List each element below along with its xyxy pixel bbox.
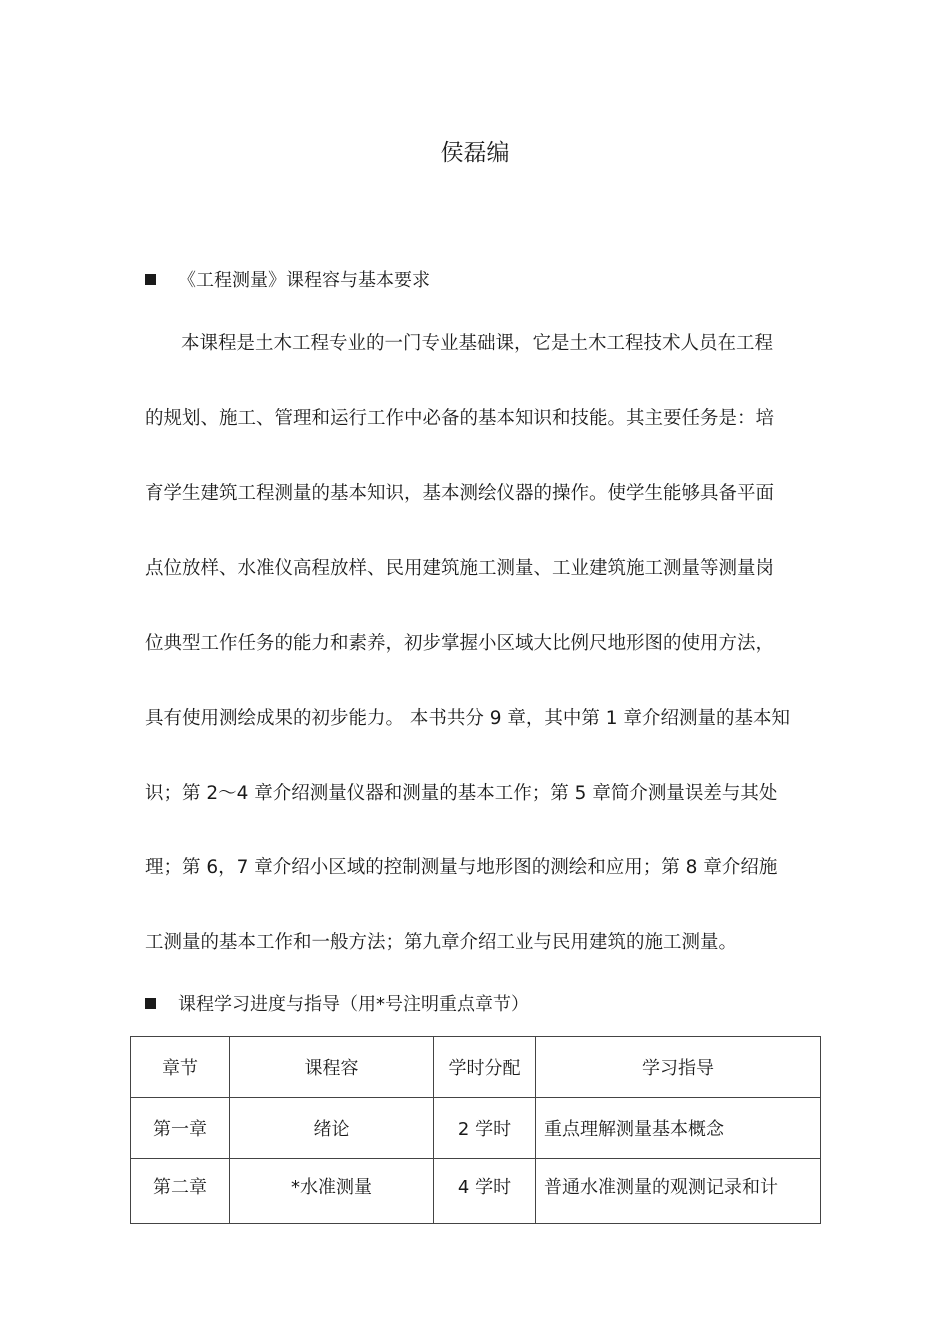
header-cell-hours: 学时分配 — [434, 1037, 536, 1098]
paragraph-line: 位典型工作任务的能力和素养，初步掌握小区域大比例尺地形图的使用方法， — [145, 633, 775, 654]
table-header-row — [131, 1037, 821, 1098]
square-bullet-icon — [145, 998, 156, 1009]
section-title: 《工程测量》课程容与基本要求 — [178, 270, 430, 291]
paragraph-line: 育学生建筑工程测量的基本知识，基本测绘仪器的操作。使学生能够具备平面 — [145, 483, 775, 504]
header-cell-chapter: 章节 — [131, 1037, 230, 1098]
cell-content: *水准测量 — [230, 1159, 434, 1224]
paragraph-line: 工测量的基本工作和一般方法；第九章介绍工业与民用建筑的施工测量。 — [145, 932, 738, 953]
document-author: 侯磊编 — [440, 140, 510, 166]
section-title: 课程学习进度与指导（用*号注明重点章节） — [178, 994, 529, 1015]
section-heading-schedule — [145, 990, 529, 1016]
cell-content: 绪论 — [230, 1098, 434, 1159]
paragraph-line: 理；第 6，7 章介绍小区域的控制测量与地形图的测绘和应用；第 8 章介绍施 — [145, 857, 778, 878]
cell-hours: 4 学时 — [434, 1159, 536, 1224]
cell-chapter: 第一章 — [131, 1098, 230, 1159]
course-schedule-table — [130, 1036, 821, 1224]
paragraph-line: 点位放样、水准仪高程放样、民用建筑施工测量、工业建筑施工测量等测量岗 — [145, 558, 775, 579]
table-row — [131, 1098, 821, 1159]
cell-guidance: 重点理解测量基本概念 — [536, 1098, 821, 1159]
table-row — [131, 1159, 821, 1224]
cell-guidance: 普通水准测量的观测记录和计 — [536, 1159, 821, 1224]
paragraph-line: 识；第 2～4 章介绍测量仪器和测量的基本工作；第 5 章简介测量误差与其处 — [145, 783, 778, 804]
header-cell-guidance: 学习指导 — [536, 1037, 821, 1098]
cell-hours: 2 学时 — [434, 1098, 536, 1159]
section-heading-requirements — [145, 266, 430, 292]
paragraph-line: 本课程是土木工程专业的一门专业基础课，它是土木工程技术人员在工程 — [181, 333, 774, 354]
square-bullet-icon — [145, 274, 156, 285]
paragraph-line: 的规划、施工、管理和运行工作中必备的基本知识和技能。其主要任务是：培 — [145, 408, 775, 429]
cell-chapter: 第二章 — [131, 1159, 230, 1224]
paragraph-line: 具有使用测绘成果的初步能力。 本书共分 9 章，其中第 1 章介绍测量的基本知 — [145, 708, 790, 729]
header-cell-content: 课程容 — [230, 1037, 434, 1098]
